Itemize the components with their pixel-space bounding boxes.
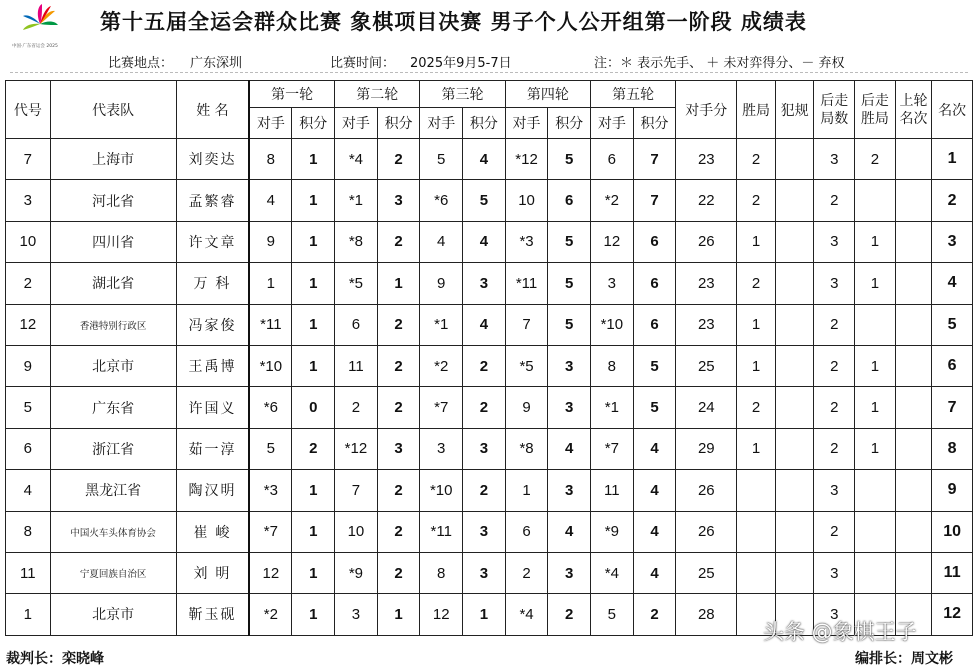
- opp-total-cell: 23: [676, 139, 737, 180]
- opponent-cell: *1: [420, 304, 463, 345]
- team-cell: 上海市: [50, 139, 176, 180]
- points-cell: 2: [377, 221, 420, 262]
- opponent-cell: 3: [335, 594, 378, 635]
- rank-cell: 10: [932, 511, 973, 552]
- black-wins-cell: 1: [855, 345, 896, 386]
- black-games-cell: 3: [814, 594, 855, 635]
- points-cell: 1: [292, 345, 335, 386]
- opponent-cell: 1: [249, 263, 292, 304]
- header-rank: 名次: [932, 81, 973, 139]
- opp-total-cell: 29: [676, 428, 737, 469]
- rank-cell: 1: [932, 139, 973, 180]
- points-cell: 5: [463, 180, 506, 221]
- seed-cell: 6: [6, 428, 51, 469]
- points-cell: 1: [463, 594, 506, 635]
- points-cell: 4: [633, 511, 676, 552]
- fouls-cell: [775, 511, 814, 552]
- seed-cell: 11: [6, 552, 51, 593]
- table-row: [6, 345, 973, 386]
- player-name-cell: 王禹博: [176, 345, 249, 386]
- wins-cell: 2: [737, 263, 776, 304]
- header-r4-pts: 积分: [548, 108, 591, 139]
- points-cell: 1: [292, 511, 335, 552]
- team-cell: 河北省: [50, 180, 176, 221]
- results-table: [5, 80, 973, 636]
- header-round-3: 第三轮: [420, 81, 505, 108]
- opponent-cell: *6: [420, 180, 463, 221]
- team-cell: 湖北省: [50, 263, 176, 304]
- points-cell: 5: [548, 263, 591, 304]
- black-games-cell: 2: [814, 387, 855, 428]
- opp-total-cell: 26: [676, 221, 737, 262]
- wins-cell: 1: [737, 221, 776, 262]
- points-cell: 3: [377, 428, 420, 469]
- team-cell: 北京市: [50, 345, 176, 386]
- black-games-cell: 2: [814, 304, 855, 345]
- last-rank-cell: [895, 428, 932, 469]
- watermark: 头条 @象棋王子: [763, 620, 917, 644]
- opponent-cell: *9: [335, 552, 378, 593]
- last-rank-cell: [895, 180, 932, 221]
- opponent-cell: 5: [591, 594, 634, 635]
- fouls-cell: [775, 139, 814, 180]
- points-cell: 2: [463, 387, 506, 428]
- points-cell: 2: [292, 428, 335, 469]
- points-cell: 0: [292, 387, 335, 428]
- points-cell: 7: [633, 180, 676, 221]
- wins-cell: [737, 470, 776, 511]
- opponent-cell: *4: [335, 139, 378, 180]
- time-label: 比赛时间：: [330, 56, 396, 71]
- fouls-cell: [775, 180, 814, 221]
- wins-cell: 1: [737, 428, 776, 469]
- header-r2-opp: 对手: [335, 108, 378, 139]
- points-cell: 2: [548, 594, 591, 635]
- points-cell: 1: [292, 594, 335, 635]
- table-row: [6, 304, 973, 345]
- team-cell: 四川省: [50, 221, 176, 262]
- header-seed: 代号: [6, 81, 51, 139]
- opponent-cell: *10: [420, 470, 463, 511]
- points-cell: 4: [463, 139, 506, 180]
- referee: 裁判长：栾晓峰: [6, 651, 104, 667]
- opponent-cell: *11: [249, 304, 292, 345]
- team-cell: 宁夏回族自治区: [50, 552, 176, 593]
- rank-cell: 2: [932, 180, 973, 221]
- opponent-cell: 10: [505, 180, 548, 221]
- player-name-cell: 冯家俊: [176, 304, 249, 345]
- header-round-2: 第二轮: [335, 81, 420, 108]
- wins-cell: 1: [737, 304, 776, 345]
- opponent-cell: *7: [591, 428, 634, 469]
- arranger: 编排长：周文彬: [855, 651, 953, 667]
- last-rank-cell: [895, 511, 932, 552]
- points-cell: 5: [633, 387, 676, 428]
- fouls-cell: [775, 470, 814, 511]
- header-last-rank: 上轮名次: [895, 81, 932, 139]
- fouls-cell: [775, 387, 814, 428]
- team-cell: 广东省: [50, 387, 176, 428]
- header-fouls: 犯规: [775, 81, 814, 139]
- points-cell: 3: [548, 345, 591, 386]
- opponent-cell: *12: [335, 428, 378, 469]
- rank-cell: 9: [932, 470, 973, 511]
- points-cell: 1: [292, 263, 335, 304]
- points-cell: 4: [463, 221, 506, 262]
- points-cell: 2: [463, 470, 506, 511]
- opponent-cell: 5: [249, 428, 292, 469]
- points-cell: 2: [377, 139, 420, 180]
- black-wins-cell: 2: [855, 139, 896, 180]
- points-cell: 3: [463, 552, 506, 593]
- wins-cell: 2: [737, 180, 776, 221]
- opp-total-cell: 26: [676, 511, 737, 552]
- opponent-cell: 9: [420, 263, 463, 304]
- points-cell: 3: [548, 552, 591, 593]
- points-cell: 5: [548, 221, 591, 262]
- player-name-cell: 刘奕达: [176, 139, 249, 180]
- wins-cell: 2: [737, 139, 776, 180]
- opponent-cell: 11: [591, 470, 634, 511]
- points-cell: 2: [377, 304, 420, 345]
- team-cell: 北京市: [50, 594, 176, 635]
- header-round-1: 第一轮: [249, 81, 334, 108]
- points-cell: 7: [633, 139, 676, 180]
- opp-total-cell: 25: [676, 345, 737, 386]
- last-rank-cell: [895, 263, 932, 304]
- header-wins: 胜局: [737, 81, 776, 139]
- wins-cell: [737, 552, 776, 593]
- points-cell: 6: [633, 221, 676, 262]
- table-row: [6, 387, 973, 428]
- venue-label: 比赛地点：: [108, 56, 174, 71]
- rank-cell: 11: [932, 552, 973, 593]
- wins-cell: [737, 511, 776, 552]
- opponent-cell: 1: [505, 470, 548, 511]
- opponent-cell: *3: [249, 470, 292, 511]
- table-row: [6, 428, 973, 469]
- table-row: [6, 470, 973, 511]
- table-row: [6, 511, 973, 552]
- opponent-cell: 8: [420, 552, 463, 593]
- header-r1-opp: 对手: [249, 108, 292, 139]
- header-round-4: 第四轮: [505, 81, 590, 108]
- black-games-cell: 3: [814, 470, 855, 511]
- points-cell: 1: [292, 470, 335, 511]
- team-cell: 浙江省: [50, 428, 176, 469]
- points-cell: 6: [548, 180, 591, 221]
- points-cell: 5: [633, 345, 676, 386]
- player-name-cell: 茹一淳: [176, 428, 249, 469]
- points-cell: 1: [377, 594, 420, 635]
- points-cell: 4: [633, 470, 676, 511]
- header-name: 姓 名: [176, 81, 249, 139]
- black-wins-cell: [855, 180, 896, 221]
- divider: [10, 72, 968, 73]
- black-games-cell: 3: [814, 263, 855, 304]
- player-name-cell: 陶汉明: [176, 470, 249, 511]
- opponent-cell: *9: [591, 511, 634, 552]
- wins-cell: 2: [737, 387, 776, 428]
- opponent-cell: 4: [249, 180, 292, 221]
- black-wins-cell: 1: [855, 221, 896, 262]
- black-wins-cell: 1: [855, 387, 896, 428]
- player-name-cell: 靳玉砚: [176, 594, 249, 635]
- table-row: [6, 263, 973, 304]
- opponent-cell: *1: [335, 180, 378, 221]
- last-rank-cell: [895, 304, 932, 345]
- player-name-cell: 刘 明: [176, 552, 249, 593]
- fouls-cell: [775, 304, 814, 345]
- opponent-cell: *7: [249, 511, 292, 552]
- table-row: [6, 221, 973, 262]
- opponent-cell: *4: [591, 552, 634, 593]
- opponent-cell: *8: [335, 221, 378, 262]
- opp-total-cell: 22: [676, 180, 737, 221]
- fouls-cell: [775, 263, 814, 304]
- opponent-cell: *11: [505, 263, 548, 304]
- seed-cell: 5: [6, 387, 51, 428]
- points-cell: 2: [463, 345, 506, 386]
- points-cell: 3: [548, 387, 591, 428]
- team-cell: 黑龙江省: [50, 470, 176, 511]
- opponent-cell: 11: [335, 345, 378, 386]
- seed-cell: 12: [6, 304, 51, 345]
- header-r4-opp: 对手: [505, 108, 548, 139]
- opponent-cell: 6: [335, 304, 378, 345]
- opponent-cell: 7: [505, 304, 548, 345]
- header-r1-pts: 积分: [292, 108, 335, 139]
- points-cell: 6: [633, 263, 676, 304]
- points-cell: 4: [633, 552, 676, 593]
- seed-cell: 1: [6, 594, 51, 635]
- seed-cell: 10: [6, 221, 51, 262]
- opponent-cell: 4: [420, 221, 463, 262]
- opponent-cell: *2: [591, 180, 634, 221]
- black-wins-cell: [855, 552, 896, 593]
- black-wins-cell: [855, 511, 896, 552]
- points-cell: 4: [463, 304, 506, 345]
- opponent-cell: 3: [420, 428, 463, 469]
- points-cell: 5: [548, 304, 591, 345]
- player-name-cell: 孟繁睿: [176, 180, 249, 221]
- last-rank-cell: [895, 470, 932, 511]
- seed-cell: 4: [6, 470, 51, 511]
- opponent-cell: 2: [335, 387, 378, 428]
- black-games-cell: 3: [814, 552, 855, 593]
- last-rank-cell: [895, 387, 932, 428]
- black-wins-cell: [855, 470, 896, 511]
- opponent-cell: 12: [420, 594, 463, 635]
- opponent-cell: 9: [505, 387, 548, 428]
- points-cell: 3: [548, 470, 591, 511]
- seed-cell: 7: [6, 139, 51, 180]
- header-r3-pts: 积分: [463, 108, 506, 139]
- black-games-cell: 3: [814, 139, 855, 180]
- rank-cell: 6: [932, 345, 973, 386]
- opponent-cell: 2: [505, 552, 548, 593]
- opponent-cell: *1: [591, 387, 634, 428]
- points-cell: 1: [377, 263, 420, 304]
- opponent-cell: 12: [249, 552, 292, 593]
- opp-total-cell: 28: [676, 594, 737, 635]
- player-name-cell: 万 科: [176, 263, 249, 304]
- rank-cell: 5: [932, 304, 973, 345]
- time-value: 2025年9月5-7日: [410, 56, 512, 71]
- opp-total-cell: 23: [676, 263, 737, 304]
- team-cell: 中国火车头体育协会: [50, 511, 176, 552]
- last-rank-cell: [895, 221, 932, 262]
- opponent-cell: *5: [505, 345, 548, 386]
- black-wins-cell: 1: [855, 263, 896, 304]
- player-name-cell: 许国义: [176, 387, 249, 428]
- opp-total-cell: 23: [676, 304, 737, 345]
- points-cell: 5: [548, 139, 591, 180]
- logo-text: 中国·广东省运会 2025: [12, 44, 58, 49]
- black-games-cell: 3: [814, 221, 855, 262]
- opponent-cell: 6: [505, 511, 548, 552]
- points-cell: 4: [633, 428, 676, 469]
- points-cell: 1: [292, 180, 335, 221]
- opponent-cell: *12: [505, 139, 548, 180]
- points-cell: 3: [463, 428, 506, 469]
- table-row: [6, 139, 973, 180]
- points-cell: 4: [548, 511, 591, 552]
- opponent-cell: *4: [505, 594, 548, 635]
- fouls-cell: [775, 221, 814, 262]
- page-title: 第十五届全运会群众比赛 象棋项目决赛 男子个人公开组第一阶段 成绩表: [100, 10, 807, 34]
- venue-value: 广东深圳: [190, 56, 243, 71]
- opponent-cell: 3: [591, 263, 634, 304]
- seed-cell: 2: [6, 263, 51, 304]
- opponent-cell: *10: [591, 304, 634, 345]
- opponent-cell: *6: [249, 387, 292, 428]
- rank-cell: 4: [932, 263, 973, 304]
- points-cell: 1: [292, 552, 335, 593]
- opp-total-cell: 25: [676, 552, 737, 593]
- opponent-cell: 12: [591, 221, 634, 262]
- table-row: [6, 180, 973, 221]
- header-r5-opp: 对手: [591, 108, 634, 139]
- points-cell: 2: [633, 594, 676, 635]
- header-black-wins: 后走胜局: [855, 81, 896, 139]
- header-round-5: 第五轮: [591, 81, 676, 108]
- team-cell: 香港特别行政区: [50, 304, 176, 345]
- rank-cell: 3: [932, 221, 973, 262]
- opp-total-cell: 24: [676, 387, 737, 428]
- last-rank-cell: [895, 345, 932, 386]
- rank-cell: 12: [932, 594, 973, 635]
- seed-cell: 8: [6, 511, 51, 552]
- fouls-cell: [775, 552, 814, 593]
- seed-cell: 9: [6, 345, 51, 386]
- header-black-games: 后走局数: [814, 81, 855, 139]
- points-cell: 1: [292, 139, 335, 180]
- header-team: 代表队: [50, 81, 176, 139]
- points-cell: 3: [463, 511, 506, 552]
- opp-total-cell: 26: [676, 470, 737, 511]
- opponent-cell: *5: [335, 263, 378, 304]
- header-r5-pts: 积分: [633, 108, 676, 139]
- opponent-cell: *2: [420, 345, 463, 386]
- points-cell: 1: [292, 304, 335, 345]
- points-cell: 2: [377, 470, 420, 511]
- points-cell: 2: [377, 387, 420, 428]
- black-wins-cell: 1: [855, 428, 896, 469]
- opponent-cell: 10: [335, 511, 378, 552]
- games-logo: [10, 2, 74, 50]
- points-cell: 4: [548, 428, 591, 469]
- opponent-cell: 8: [249, 139, 292, 180]
- opponent-cell: *10: [249, 345, 292, 386]
- opponent-cell: *3: [505, 221, 548, 262]
- points-cell: 6: [633, 304, 676, 345]
- opponent-cell: *2: [249, 594, 292, 635]
- points-cell: 2: [377, 345, 420, 386]
- black-games-cell: 2: [814, 345, 855, 386]
- rank-cell: 8: [932, 428, 973, 469]
- opponent-cell: 7: [335, 470, 378, 511]
- notes: 注：＊ 表示先手、 ＋ 未对弈得分、－ 弃权: [594, 56, 845, 71]
- opponent-cell: 8: [591, 345, 634, 386]
- black-games-cell: 2: [814, 428, 855, 469]
- fouls-cell: [775, 345, 814, 386]
- last-rank-cell: [895, 552, 932, 593]
- black-wins-cell: [855, 304, 896, 345]
- rank-cell: 7: [932, 387, 973, 428]
- header-r2-pts: 积分: [377, 108, 420, 139]
- points-cell: 3: [463, 263, 506, 304]
- player-name-cell: 许文章: [176, 221, 249, 262]
- header-r3-opp: 对手: [420, 108, 463, 139]
- opponent-cell: 5: [420, 139, 463, 180]
- last-rank-cell: [895, 139, 932, 180]
- opponent-cell: *7: [420, 387, 463, 428]
- points-cell: 3: [377, 180, 420, 221]
- opponent-cell: 9: [249, 221, 292, 262]
- black-games-cell: 2: [814, 511, 855, 552]
- seed-cell: 3: [6, 180, 51, 221]
- points-cell: 2: [377, 552, 420, 593]
- player-name-cell: 崔 峻: [176, 511, 249, 552]
- points-cell: 1: [292, 221, 335, 262]
- table-row: [6, 552, 973, 593]
- opponent-cell: 6: [591, 139, 634, 180]
- header-opp-total: 对手分: [676, 81, 737, 139]
- points-cell: 2: [377, 511, 420, 552]
- opponent-cell: *11: [420, 511, 463, 552]
- wins-cell: 1: [737, 345, 776, 386]
- black-games-cell: 2: [814, 180, 855, 221]
- opponent-cell: *8: [505, 428, 548, 469]
- fouls-cell: [775, 428, 814, 469]
